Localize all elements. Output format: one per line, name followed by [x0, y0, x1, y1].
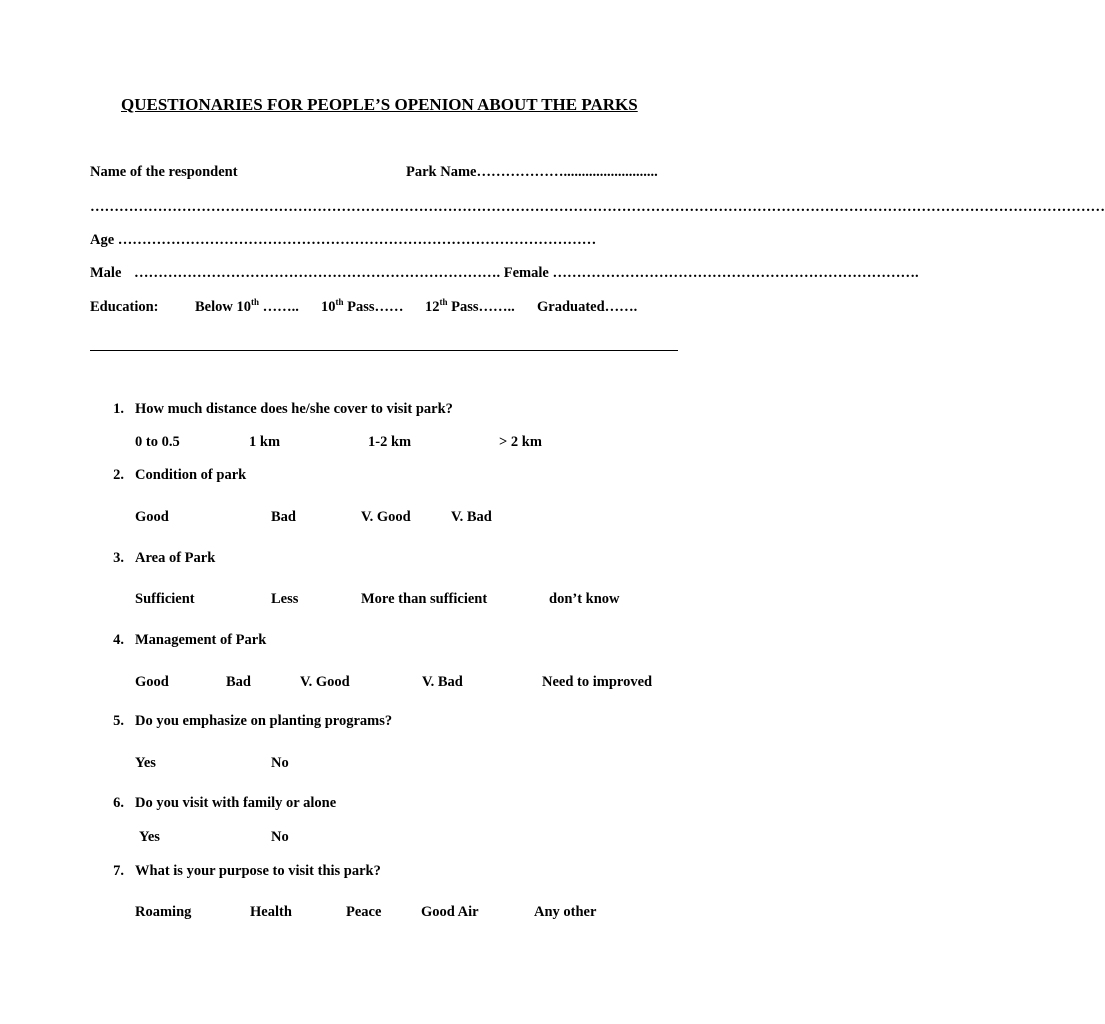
education-below-10th[interactable]	[195, 297, 299, 315]
question-text: What is your purpose to visit this park?	[135, 863, 381, 879]
option[interactable]: No	[271, 829, 289, 845]
option[interactable]: V. Bad	[451, 509, 492, 525]
edu-10-text: 10	[321, 299, 336, 315]
edu-below-text: Below 10	[195, 299, 251, 315]
option[interactable]: 1 km	[249, 434, 281, 450]
option[interactable]: 0 to 0.5	[135, 434, 180, 450]
option[interactable]: No	[271, 755, 289, 771]
option[interactable]: Sufficient	[135, 591, 195, 607]
gender-field[interactable]: …………………………………………………………………. Female ………………………………………………………………….	[134, 265, 919, 281]
option[interactable]: Peace	[346, 904, 382, 920]
option[interactable]: V. Good	[300, 674, 350, 690]
option[interactable]: V. Good	[361, 509, 411, 525]
question-text: Do you visit with family or alone	[135, 795, 337, 811]
option[interactable]: Less	[271, 591, 299, 607]
edu-10-rest: Pass……	[343, 299, 404, 315]
option[interactable]: Bad	[271, 509, 296, 525]
edu-12-sup: th	[439, 297, 448, 307]
question-number: 3.	[113, 550, 124, 566]
edu-12-text: 12	[425, 299, 440, 315]
option[interactable]: Bad	[226, 674, 251, 690]
question-text: Do you emphasize on planting programs?	[135, 713, 393, 729]
question-number: 2.	[113, 467, 124, 483]
option[interactable]: Yes	[139, 829, 160, 845]
question-text: Area of Park	[135, 550, 216, 566]
education-10th-pass[interactable]	[321, 297, 404, 315]
question-number: 7.	[113, 863, 124, 879]
option[interactable]: Any other	[534, 904, 597, 920]
respondent-name-dotted-line[interactable]: …………………………………………………………………………………………………………………………………………………………………………………………	[90, 199, 1105, 215]
park-name-field[interactable]: Park Name………………..........................	[406, 164, 658, 180]
option[interactable]: Roaming	[135, 904, 192, 920]
option[interactable]: 1-2 km	[368, 434, 412, 450]
respondent-name-label: Name of the respondent	[90, 164, 238, 180]
education-graduated[interactable]: Graduated…….	[537, 299, 638, 315]
option[interactable]: Good	[135, 509, 169, 525]
male-label: Male	[90, 265, 122, 281]
option[interactable]: Health	[250, 904, 292, 920]
question-text: How much distance does he/she cover to visit park?	[135, 401, 453, 417]
edu-12-rest: Pass……..	[447, 299, 515, 315]
education-label: Education:	[90, 299, 159, 315]
age-field[interactable]: Age ………………………………………………………………………………………	[90, 232, 597, 248]
option[interactable]: Good	[135, 674, 169, 690]
question-number: 1.	[113, 401, 124, 417]
divider-line	[90, 350, 678, 351]
question-text: Condition of park	[135, 467, 247, 483]
question-number: 5.	[113, 713, 124, 729]
option[interactable]: Good Air	[421, 904, 479, 920]
option[interactable]: Yes	[135, 755, 156, 771]
edu-below-dots: ……..	[259, 299, 299, 315]
page-title: QUESTIONARIES FOR PEOPLE’S OPENION ABOUT THE PARKS	[121, 95, 638, 114]
question-text: Management of Park	[135, 632, 267, 648]
edu-10-sup: th	[335, 297, 344, 307]
option[interactable]: V. Bad	[422, 674, 463, 690]
question-number: 4.	[113, 632, 124, 648]
question-number: 6.	[113, 795, 124, 811]
option[interactable]: don’t know	[549, 591, 620, 607]
edu-below-sup: th	[250, 297, 259, 307]
option[interactable]: Need to improved	[542, 674, 653, 690]
education-12th-pass[interactable]	[425, 297, 515, 315]
option[interactable]: > 2 km	[499, 434, 542, 450]
option[interactable]: More than sufficient	[361, 591, 488, 607]
